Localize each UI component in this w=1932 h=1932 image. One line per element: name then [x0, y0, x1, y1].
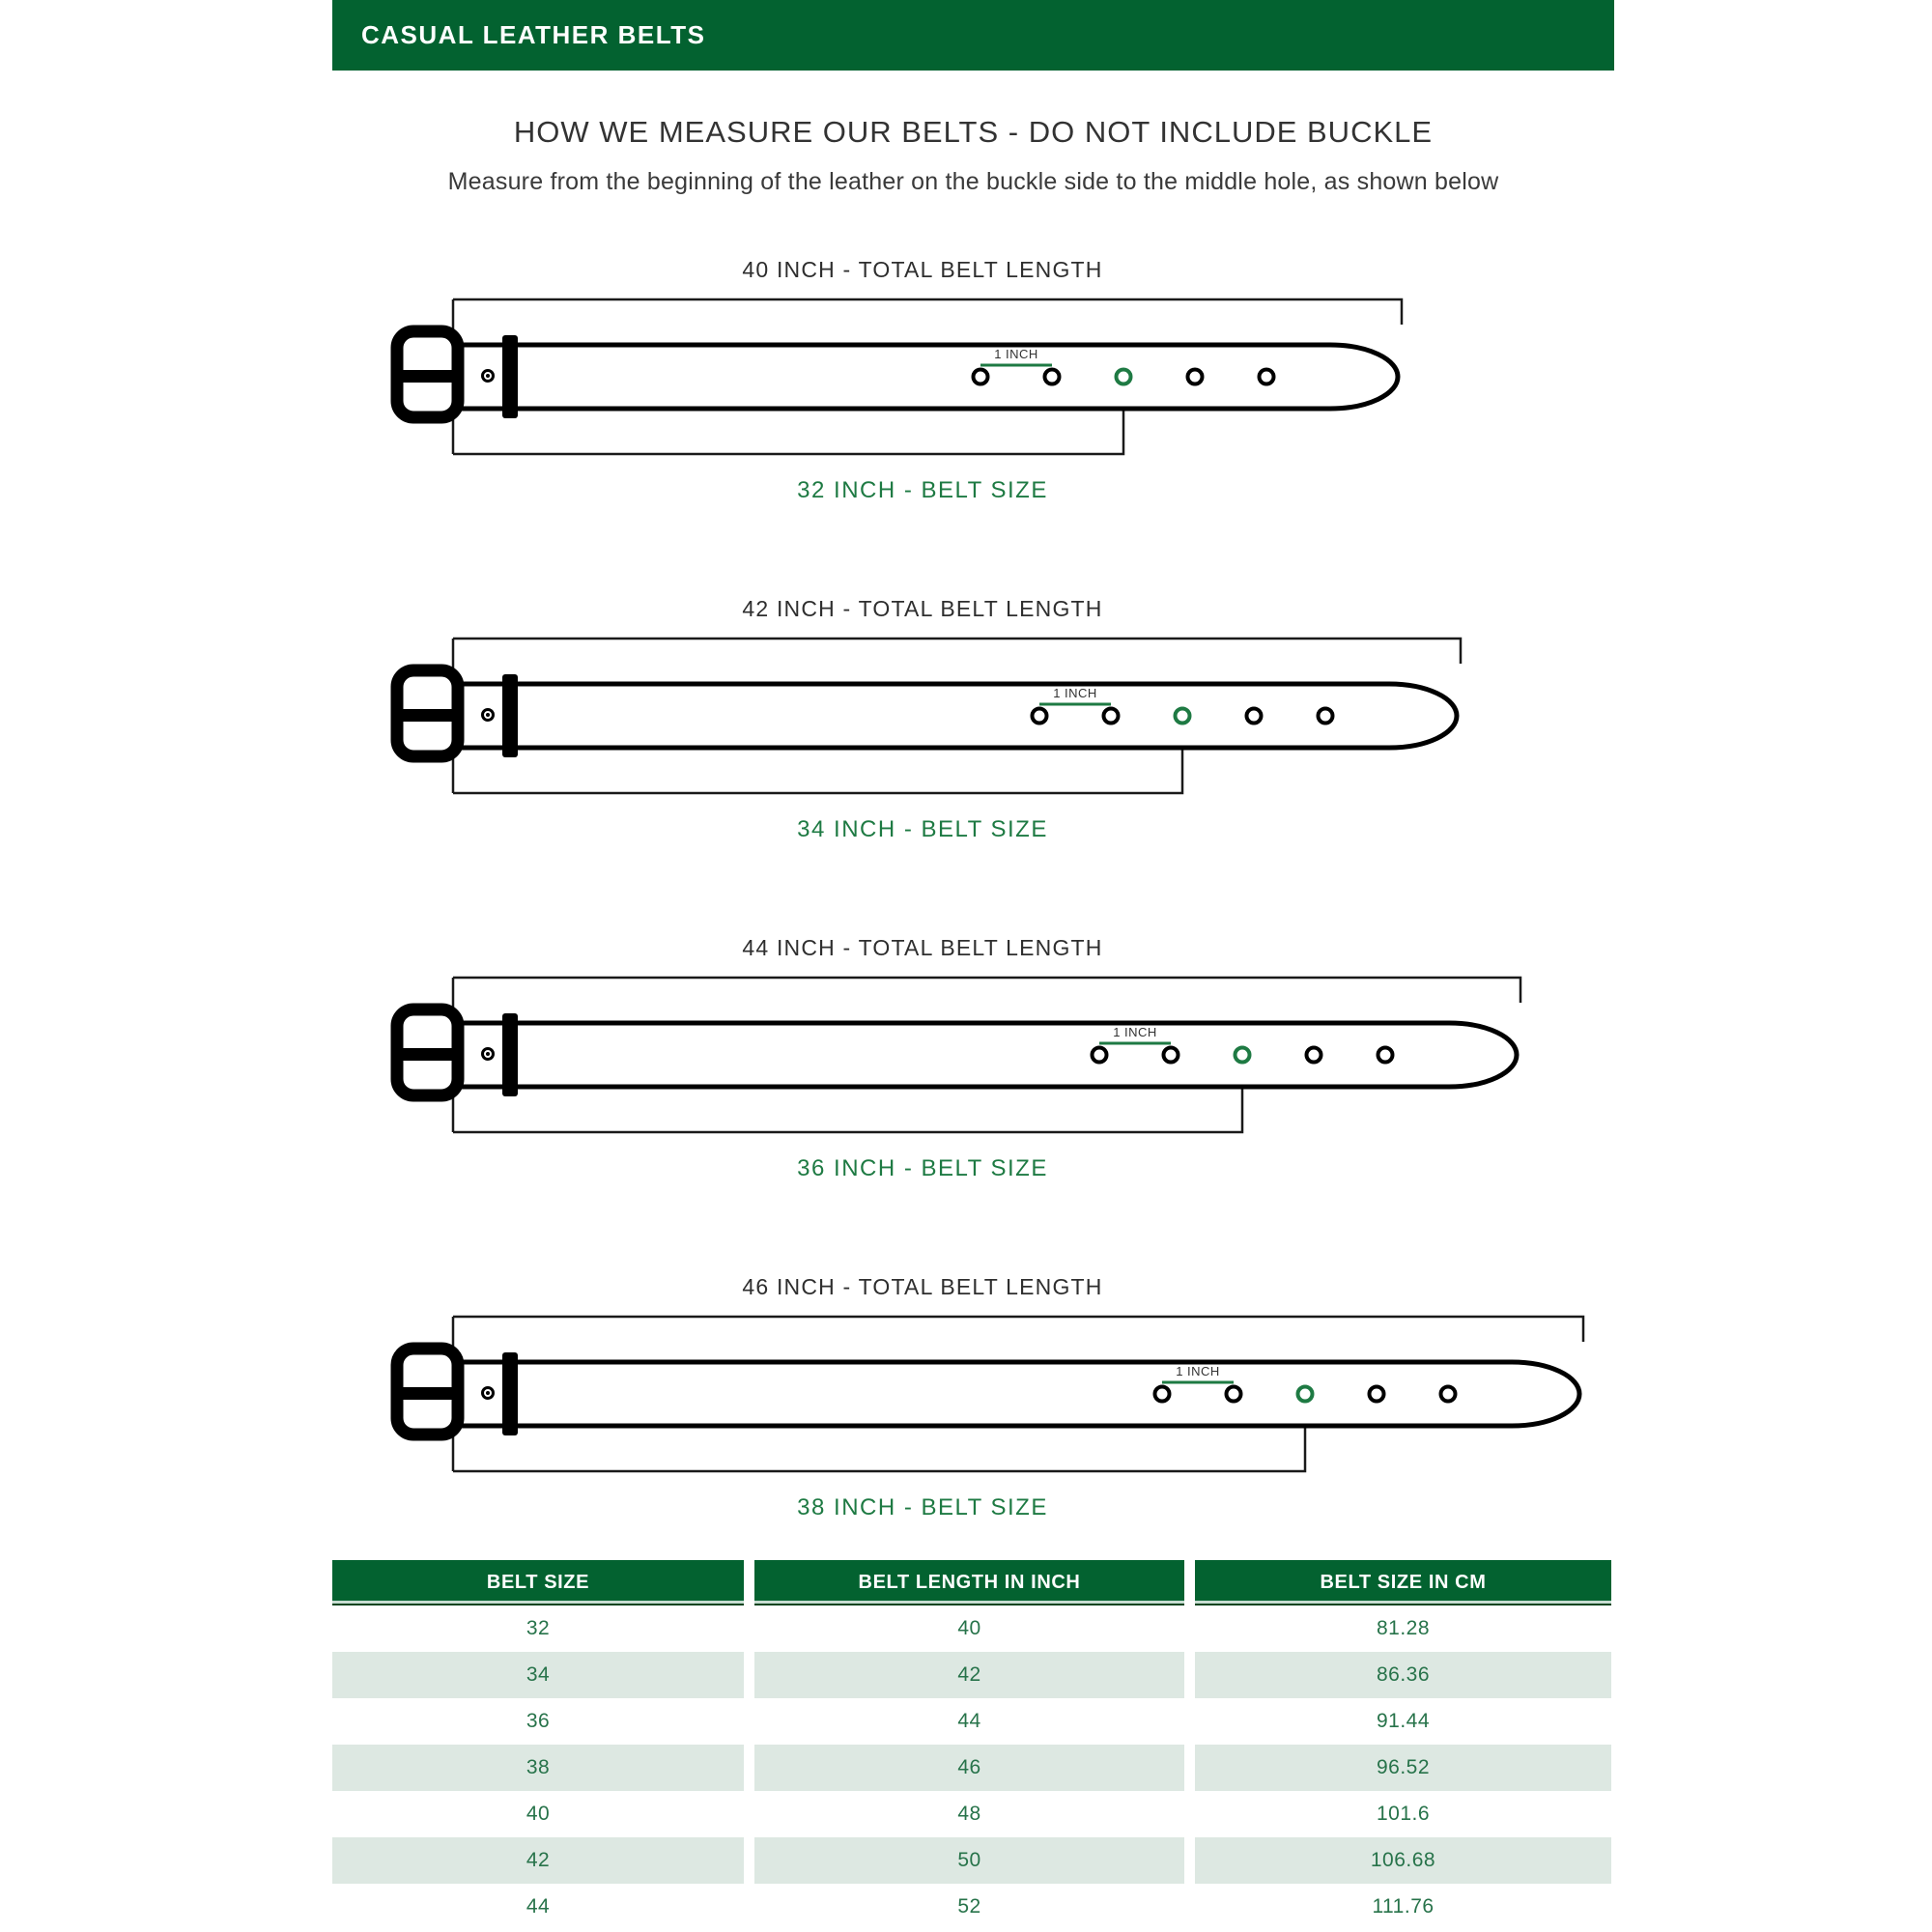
table-cell: 48: [754, 1791, 1184, 1837]
page-subheading: Measure from the beginning of the leather on the buckle side to the middle hole, as shown below: [447, 168, 1499, 195]
table-cell: 40: [754, 1605, 1184, 1652]
diagram-4-total-length-label: 46 INCH - TOTAL BELT LENGTH: [742, 1274, 1103, 1299]
belt-strap: [454, 345, 1398, 409]
table-cell: 44: [754, 1698, 1184, 1745]
table-header-belt-size: BELT SIZE: [332, 1560, 744, 1605]
belt-drawing-46-inch: [367, 1297, 1613, 1491]
diagram-4-belt-size-label: 38 INCH - BELT SIZE: [797, 1494, 1048, 1520]
belt-keeper: [502, 335, 518, 418]
buckle-prong: [397, 709, 458, 722]
belt-hole: [1441, 1387, 1456, 1402]
brand-title: CASUAL LEATHER BELTS: [361, 20, 706, 49]
belt-strap: [454, 1362, 1579, 1426]
middle-hole: [1298, 1387, 1313, 1402]
belt-keeper: [502, 1013, 518, 1096]
table-header-belt-size-cm: BELT SIZE IN CM: [1195, 1560, 1611, 1605]
belt-hole: [1307, 1048, 1321, 1063]
table-cell: 106.68: [1195, 1837, 1611, 1884]
belt-hole: [1155, 1387, 1170, 1402]
size-table: [332, 1560, 1611, 1930]
table-cell: 32: [332, 1605, 744, 1652]
middle-hole: [1176, 709, 1190, 724]
total-length-bracket: [453, 299, 1402, 325]
one-inch-label: 1 INCH: [1053, 686, 1097, 700]
belt-hole: [1260, 370, 1274, 384]
diagram-3-total-length-label: 44 INCH - TOTAL BELT LENGTH: [742, 935, 1103, 960]
rivet-dot: [486, 1391, 490, 1395]
page-heading: HOW WE MEASURE OUR BELTS - DO NOT INCLUDE BUCKLE: [513, 115, 1434, 149]
rivet-dot: [486, 1052, 490, 1056]
belt-keeper: [502, 674, 518, 757]
belt-drawing-42-inch: [367, 619, 1613, 812]
total-length-bracket: [453, 978, 1520, 1003]
table-cell: 101.6: [1195, 1791, 1611, 1837]
table-cell: 36: [332, 1698, 744, 1745]
belt-drawing-40-inch: [367, 280, 1613, 473]
belt-strap: [454, 1023, 1517, 1087]
one-inch-label: 1 INCH: [1176, 1364, 1220, 1378]
brand-bar: [332, 0, 1614, 71]
belt-hole: [1319, 709, 1333, 724]
table-cell: 42: [332, 1837, 744, 1884]
table-cell: 50: [754, 1837, 1184, 1884]
buckle-prong: [397, 1387, 458, 1400]
belt-hole: [1247, 709, 1262, 724]
belt-hole: [1045, 370, 1060, 384]
belt-keeper: [502, 1352, 518, 1435]
total-length-bracket: [453, 639, 1461, 664]
table-cell: 40: [332, 1791, 744, 1837]
rivet-dot: [486, 374, 490, 378]
one-inch-label: 1 INCH: [994, 347, 1038, 361]
buckle-prong: [397, 370, 458, 383]
belt-strap: [454, 684, 1457, 748]
one-inch-label: 1 INCH: [1113, 1025, 1157, 1039]
table-cell: 91.44: [1195, 1698, 1611, 1745]
table-cell: 111.76: [1195, 1884, 1611, 1930]
belt-hole: [974, 370, 988, 384]
table-header-belt-length-inch: BELT LENGTH IN INCH: [754, 1560, 1184, 1605]
belt-hole: [1093, 1048, 1107, 1063]
diagram-2-belt-size-label: 34 INCH - BELT SIZE: [797, 816, 1048, 842]
middle-hole: [1117, 370, 1131, 384]
diagram-3-belt-size-label: 36 INCH - BELT SIZE: [797, 1155, 1048, 1181]
belt-hole: [1370, 1387, 1384, 1402]
middle-hole: [1236, 1048, 1250, 1063]
belt-drawing-44-inch: [367, 958, 1613, 1151]
table-cell: 44: [332, 1884, 744, 1930]
diagram-1-total-length-label: 40 INCH - TOTAL BELT LENGTH: [742, 257, 1103, 282]
belt-hole: [1164, 1048, 1179, 1063]
diagram-1-belt-size-label: 32 INCH - BELT SIZE: [797, 477, 1048, 503]
table-cell: 86.36: [1195, 1652, 1611, 1698]
belt-hole: [1104, 709, 1119, 724]
diagram-2-total-length-label: 42 INCH - TOTAL BELT LENGTH: [742, 596, 1103, 621]
rivet-dot: [486, 713, 490, 717]
belt-hole: [1378, 1048, 1393, 1063]
table-cell: 52: [754, 1884, 1184, 1930]
table-cell: 34: [332, 1652, 744, 1698]
belt-hole: [1227, 1387, 1241, 1402]
table-cell: 96.52: [1195, 1745, 1611, 1791]
table-cell: 81.28: [1195, 1605, 1611, 1652]
total-length-bracket: [453, 1317, 1583, 1342]
buckle-prong: [397, 1048, 458, 1061]
table-cell: 46: [754, 1745, 1184, 1791]
belt-hole: [1188, 370, 1203, 384]
belt-hole: [1033, 709, 1047, 724]
table-cell: 38: [332, 1745, 744, 1791]
table-cell: 42: [754, 1652, 1184, 1698]
